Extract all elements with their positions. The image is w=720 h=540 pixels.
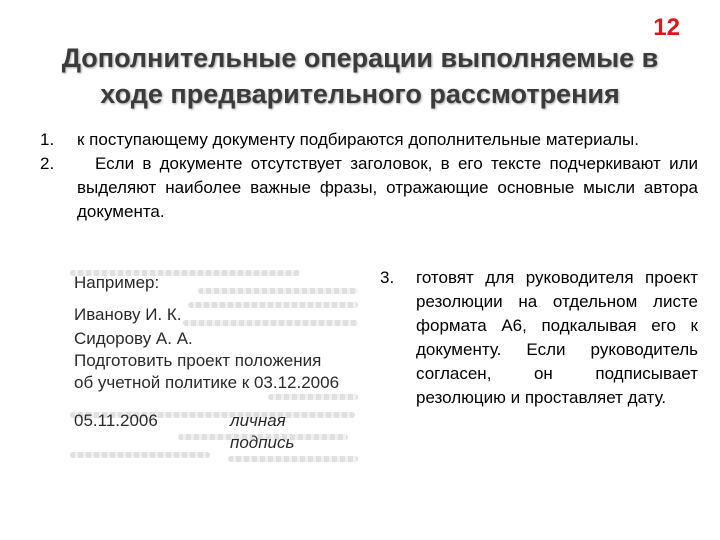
list-item-number: 1. (40, 130, 55, 149)
list-item-number: 2. (40, 154, 55, 173)
ghost-text-line (188, 302, 358, 308)
list-item-text: Если в документе отсутствует заголовок, в его тексте подчеркивают или выделяют наиболее важные фразы, отражающие основные мысли автора документа. (77, 154, 698, 221)
list-item (40, 152, 698, 224)
sample-resolution-text-1: Подготовить проект положения (74, 351, 322, 370)
title-line-2: ходе предварительного рассмотрения (100, 79, 620, 109)
ghost-text-line (268, 394, 358, 400)
sample-signature-label-1: личная (230, 411, 286, 430)
resolution-sample-image (68, 266, 364, 462)
ghost-text-line (198, 288, 358, 294)
ghost-text-line (70, 452, 210, 458)
slide-number: 12 (653, 14, 680, 41)
sample-resolution-text-2: об учетной политике к 03.12.2006 (74, 373, 340, 392)
slide-title (0, 40, 720, 112)
sample-signature-label-2: подпись (230, 433, 295, 452)
list-item (380, 266, 698, 410)
title-line-1: Дополнительные операции выполняемые в (61, 43, 659, 73)
sample-addressee-1: Иванову И. К. (74, 305, 182, 324)
list-item-number: 3. (380, 268, 395, 287)
list-item-text: готовят для руководителя проект резолюции на отдельном листе формата А6, подкалывая его к документу. Если руководитель согласен, он подписывает резолюцию и проставляет дату. (416, 268, 698, 407)
ghost-text-line (183, 320, 358, 326)
sample-date: 05.11.2006 (74, 411, 158, 430)
operations-list (40, 128, 698, 224)
sample-heading: Например: (74, 273, 160, 292)
sample-addressee-2: Сидорову А. А. (74, 329, 193, 348)
list-item-text: к поступающему документу подбираются дополнительные материалы. (77, 130, 639, 149)
list-item (40, 128, 698, 152)
ghost-text-line (228, 456, 358, 462)
